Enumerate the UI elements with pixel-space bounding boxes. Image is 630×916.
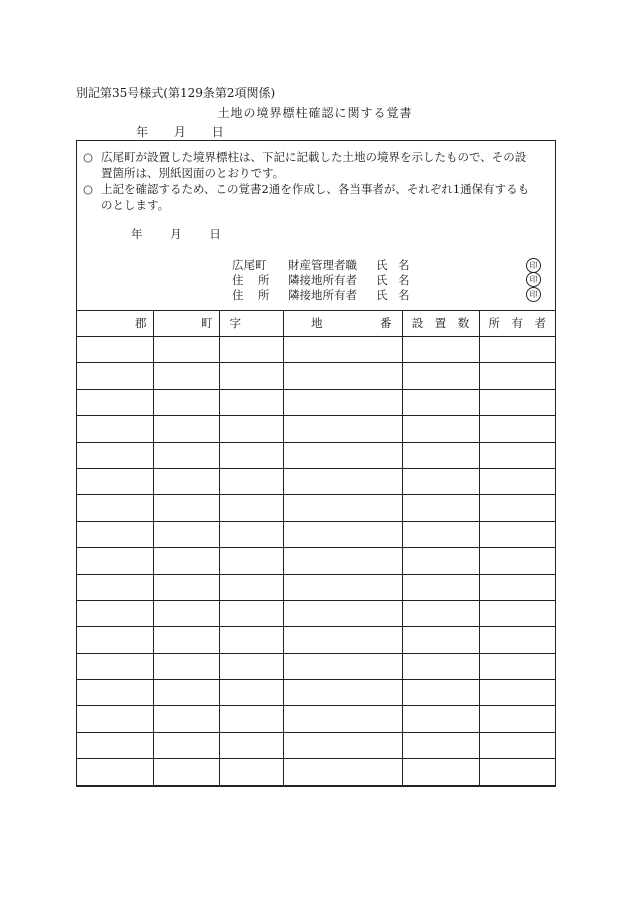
- header-owner: 所 有 者: [479, 310, 555, 337]
- table-cell[interactable]: [153, 653, 219, 679]
- table-cell[interactable]: [219, 600, 283, 626]
- table-cell[interactable]: [153, 337, 219, 363]
- table-cell[interactable]: [77, 416, 153, 442]
- month-label: 月: [173, 125, 186, 139]
- table-cell[interactable]: [219, 495, 283, 521]
- table-cell[interactable]: [402, 548, 479, 574]
- table-cell[interactable]: [402, 389, 479, 415]
- table-cell[interactable]: [77, 468, 153, 494]
- table-row: [77, 468, 555, 494]
- paragraph-1-line-2: 置箇所は、別紙図面のとおりです。: [101, 166, 285, 180]
- paragraph-2-line-1: 上記を確認するため、この覚書2通を作成し、各当事者が、それぞれ1通保有するも: [101, 182, 530, 196]
- signatory-role: 財産管理者職: [288, 258, 357, 272]
- name-label: 氏: [376, 273, 388, 287]
- table-cell[interactable]: [219, 653, 283, 679]
- table-cell[interactable]: [77, 442, 153, 468]
- table-cell[interactable]: [283, 363, 402, 389]
- signatory-row: [232, 257, 410, 273]
- table-cell[interactable]: [219, 759, 283, 785]
- table-cell[interactable]: [479, 600, 555, 626]
- table-cell[interactable]: [153, 627, 219, 653]
- table-cell[interactable]: [402, 759, 479, 785]
- table-cell[interactable]: [283, 468, 402, 494]
- header-aza: 字: [219, 310, 283, 337]
- table-cell[interactable]: [402, 442, 479, 468]
- header-gun: 郡: [77, 310, 153, 337]
- seal-stamp-icon: 印: [526, 272, 541, 287]
- table-cell[interactable]: [153, 600, 219, 626]
- table-cell[interactable]: [77, 732, 153, 758]
- table-cell[interactable]: [77, 521, 153, 547]
- table-cell[interactable]: [77, 574, 153, 600]
- table-cell[interactable]: [479, 416, 555, 442]
- table-cell[interactable]: [402, 521, 479, 547]
- signatory-role: 隣接地所有者: [288, 288, 357, 302]
- signatory-town: 広尾町: [232, 258, 267, 272]
- land-table: [77, 310, 555, 786]
- table-cell[interactable]: [77, 653, 153, 679]
- name-label: 氏: [376, 288, 388, 302]
- table-cell[interactable]: [77, 600, 153, 626]
- address-label: 住: [232, 288, 244, 302]
- table-cell[interactable]: [77, 389, 153, 415]
- seal-stamp-icon: 印: [526, 287, 541, 302]
- month-label: 月: [170, 227, 182, 241]
- table-cell[interactable]: [402, 680, 479, 706]
- table-cell[interactable]: [283, 416, 402, 442]
- table-cell[interactable]: [153, 363, 219, 389]
- table-row: [77, 627, 555, 653]
- table-row: [77, 521, 555, 547]
- form-frame: [76, 140, 556, 787]
- table-row: [77, 389, 555, 415]
- paragraph-2-line-2: のとします。: [101, 198, 170, 212]
- table-row: [77, 732, 555, 758]
- table-row: [77, 442, 555, 468]
- table-row: [77, 759, 555, 785]
- table-cell[interactable]: [153, 680, 219, 706]
- statement-paragraph-1: [83, 149, 549, 181]
- table-row: [77, 574, 555, 600]
- table-cell[interactable]: [402, 627, 479, 653]
- table-cell[interactable]: [77, 759, 153, 785]
- table-cell[interactable]: [283, 574, 402, 600]
- table-cell[interactable]: [402, 416, 479, 442]
- table-cell[interactable]: [77, 363, 153, 389]
- table-cell[interactable]: [283, 759, 402, 785]
- table-row: [77, 363, 555, 389]
- table-cell[interactable]: [219, 680, 283, 706]
- table-cell[interactable]: [283, 600, 402, 626]
- header-count: 設 置 数: [402, 310, 479, 337]
- table-cell[interactable]: [479, 363, 555, 389]
- table-cell[interactable]: [153, 442, 219, 468]
- table-cell[interactable]: [219, 574, 283, 600]
- table-cell[interactable]: [153, 732, 219, 758]
- table-cell[interactable]: [219, 548, 283, 574]
- table-cell[interactable]: [283, 495, 402, 521]
- table-body: [77, 337, 555, 786]
- table-cell[interactable]: [283, 627, 402, 653]
- signatory-row: [232, 287, 410, 303]
- table-cell[interactable]: [402, 363, 479, 389]
- statement-paragraph-2: [83, 181, 549, 213]
- table-cell[interactable]: [219, 521, 283, 547]
- table-cell[interactable]: [402, 495, 479, 521]
- table-cell[interactable]: [479, 521, 555, 547]
- table-cell[interactable]: [77, 548, 153, 574]
- table-row: [77, 548, 555, 574]
- table-cell[interactable]: [402, 574, 479, 600]
- table-cell[interactable]: [479, 680, 555, 706]
- table-cell[interactable]: [479, 442, 555, 468]
- table-cell[interactable]: [479, 732, 555, 758]
- table-cell[interactable]: [77, 706, 153, 732]
- table-cell[interactable]: [283, 548, 402, 574]
- table-cell[interactable]: [402, 337, 479, 363]
- signatory-row: [232, 272, 410, 288]
- seal-stamp-icon: 印: [526, 258, 541, 273]
- year-label: 年: [136, 125, 149, 139]
- table-cell[interactable]: [479, 574, 555, 600]
- table-cell[interactable]: [153, 521, 219, 547]
- table-row: [77, 706, 555, 732]
- table-row: [77, 337, 555, 363]
- address-label-2: 所: [258, 288, 270, 302]
- table-cell[interactable]: [283, 442, 402, 468]
- paragraph-1-line-1: 広尾町が設置した境界標柱は、下記に記載した土地の境界を示したもので、その設: [101, 150, 527, 164]
- table-cell[interactable]: [402, 732, 479, 758]
- table-cell[interactable]: [219, 363, 283, 389]
- table-cell[interactable]: [219, 389, 283, 415]
- table-cell[interactable]: [77, 680, 153, 706]
- table-cell[interactable]: [283, 521, 402, 547]
- table-cell[interactable]: [219, 337, 283, 363]
- document-date: [136, 123, 224, 140]
- signature-date: [131, 226, 221, 242]
- table-cell[interactable]: [479, 706, 555, 732]
- table-cell[interactable]: [479, 759, 555, 785]
- table-cell[interactable]: [77, 337, 153, 363]
- name-label-2: 名: [398, 258, 410, 272]
- name-label: 氏: [376, 258, 388, 272]
- table-cell[interactable]: [283, 732, 402, 758]
- table-cell[interactable]: [283, 337, 402, 363]
- table-cell[interactable]: [479, 627, 555, 653]
- table-cell[interactable]: [479, 337, 555, 363]
- statement-section: [77, 141, 555, 311]
- table-cell[interactable]: [77, 627, 153, 653]
- header-chiban: 地 番: [283, 310, 402, 337]
- table-row: [77, 653, 555, 679]
- table-cell[interactable]: [479, 468, 555, 494]
- day-label: 日: [209, 227, 221, 241]
- table-cell[interactable]: [219, 468, 283, 494]
- table-cell[interactable]: [283, 389, 402, 415]
- table-cell[interactable]: [283, 653, 402, 679]
- table-cell[interactable]: [219, 442, 283, 468]
- table-cell[interactable]: [153, 389, 219, 415]
- table-cell[interactable]: [219, 706, 283, 732]
- table-cell[interactable]: [479, 495, 555, 521]
- table-cell[interactable]: [219, 732, 283, 758]
- table-cell[interactable]: [402, 706, 479, 732]
- table-row: [77, 495, 555, 521]
- name-label-2: 名: [398, 288, 410, 302]
- table-cell[interactable]: [77, 495, 153, 521]
- document-title: 土地の境界標柱確認に関する覚書: [217, 106, 413, 120]
- address-label-2: 所: [258, 273, 270, 287]
- year-label: 年: [131, 227, 143, 241]
- table-cell[interactable]: [219, 416, 283, 442]
- table-cell[interactable]: [153, 706, 219, 732]
- form-number: 別記第35号様式(第129条第2項関係): [76, 86, 276, 100]
- table-row: [77, 600, 555, 626]
- table-cell[interactable]: [402, 468, 479, 494]
- address-label: 住: [232, 273, 244, 287]
- table-cell[interactable]: [219, 627, 283, 653]
- table-cell[interactable]: [479, 548, 555, 574]
- table-cell[interactable]: [153, 468, 219, 494]
- table-cell[interactable]: [479, 389, 555, 415]
- table-cell[interactable]: [402, 653, 479, 679]
- signatory-role: 隣接地所有者: [288, 273, 357, 287]
- table-cell[interactable]: [283, 706, 402, 732]
- table-cell[interactable]: [479, 653, 555, 679]
- table-cell[interactable]: [153, 574, 219, 600]
- table-cell[interactable]: [153, 495, 219, 521]
- bullet-circle: ○: [83, 150, 94, 164]
- bullet-circle: ○: [83, 182, 94, 196]
- header-machi: 町: [153, 310, 219, 337]
- table-row: [77, 680, 555, 706]
- day-label: 日: [211, 125, 224, 139]
- table-cell[interactable]: [153, 548, 219, 574]
- table-cell[interactable]: [402, 600, 479, 626]
- name-label-2: 名: [398, 273, 410, 287]
- table-cell[interactable]: [153, 416, 219, 442]
- table-header-row: [77, 310, 555, 337]
- table-cell[interactable]: [153, 759, 219, 785]
- table-cell[interactable]: [283, 680, 402, 706]
- table-row: [77, 416, 555, 442]
